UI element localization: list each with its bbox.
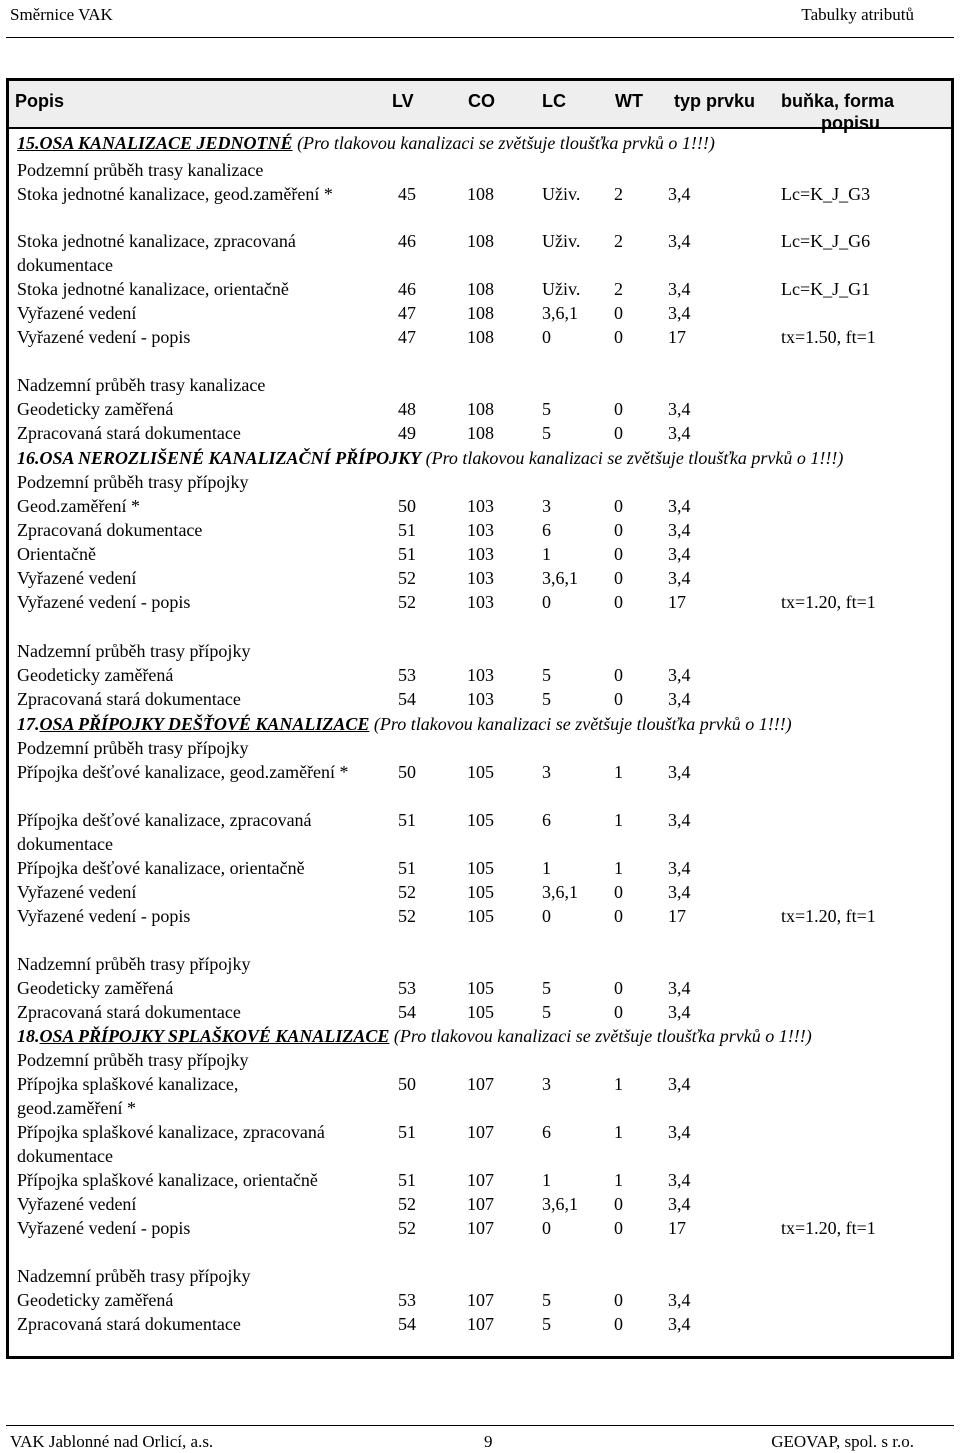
row-label: Zpracovaná dokumentace — [17, 520, 203, 540]
row-label: Geodeticky zaměřená — [17, 399, 174, 419]
row-label: Zpracovaná stará dokumentace — [17, 689, 241, 709]
row-label: Geodeticky zaměřená — [17, 978, 174, 998]
page-header — [0, 0, 960, 38]
page-number: 9 — [484, 1432, 493, 1451]
col-popis: Popis — [15, 91, 65, 111]
row-label: Zpracovaná stará dokumentace — [17, 1314, 241, 1334]
footer-company: VAK Jablonné nad Orlicí, a.s. — [10, 1432, 214, 1451]
row-label: Přípojka dešťové kanalizace, zpracovaná dokumentace — [17, 810, 312, 854]
section-note: (Pro tlakovou kanalizaci se zvětšuje tloušťka prvků o 1!!!) — [393, 1026, 812, 1046]
row-label: Zpracovaná stará dokumentace — [17, 1002, 241, 1022]
header-divider — [6, 37, 954, 38]
section-note: (Pro tlakovou kanalizaci se zvětšuje tloušťka prvků o 1!!!) — [425, 448, 844, 468]
table-header-row — [9, 81, 951, 133]
col-lv: LV — [392, 91, 414, 111]
row-label: Stoka jednotné kanalizace, orientačně — [17, 279, 289, 299]
col-co: CO — [468, 91, 495, 111]
row-label: Stoka jednotné kanalizace, geod.zaměření * — [17, 184, 333, 204]
section-title: OSA NEROZLIŠENÉ KANALIZAČNÍ PŘÍPOJKY — [39, 448, 422, 468]
row-label: Vyřazené vedení - popis — [17, 1218, 191, 1238]
col-bunka-forma: buňka, forma — [781, 91, 895, 111]
row-label: Přípojka splaškové kanalizace, geod.zaměření * — [17, 1074, 239, 1118]
footer-divider — [6, 1425, 954, 1426]
row-label: Vyřazené vedení — [17, 568, 137, 588]
header-subtitle: Tabulky atributů — [801, 5, 914, 24]
attribute-table: Popis LV CO LC WT typ prvku buňka, forma popisu 15.OSA KANALIZACE JEDNOTNÉ (Pro tlakovou kanalizaci se zvětšuje tloušťka prvků o 1!!!) Podzemní průběh trasy kanalizace Stoka jednotné kanalizace, geod.zaměření * 45 108 Uživ. 2 3,4 Lc=K_J_G3 Stoka jednotné kanalizace, zpracovaná dokumentace 46 108 Uživ. 2 3,4 Lc=K_J_G6 Stoka jednotné kanalizace, orientačně 46 108 Uživ. 2 3,4 Lc=K_J_G1 Vyřazené vedení 47 108 3,6,1 0 3,4 Vyřazené vedení - popis 47 108 0 0 17 tx=1.50, ft=1 Nadzemní průběh trasy kanalizace Geodeticky zaměřená 48 108 5 0 3,4 Zpracovaná stará dokumentace 49 108 5 0 3,4 16.OSA NEROZLIŠENÉ KANALIZAČNÍ PŘÍPOJKY (Pro tlakovou kanalizaci se zvětšuje tloušťka prvků o 1!!!) Podzemní průběh trasy přípojky Geod.zaměření * 50 103 3 0 3,4 Zpracovaná dokumentace 51 103 6 0 3,4 Orientačně 51 103 1 0 3,4 Vyřazené vedení 52 103 3,6,1 0 3,4 Vyřazené vedení - popis 52 103 0 0 17 tx=1.20, ft=1 Nadzemní průběh trasy přípojky Geodeticky zaměřená 53 103 5 0 3,4 Zpracovaná stará dokumentace 54 103 5 0 3,4 17.OSA PŘÍPOJKY DEŠŤOVÉ KANALIZACE (Pro tlakovou kanalizaci se zvětšuje tloušťka prvků o 1!!!) Podzemní průběh trasy přípojky Přípojka dešťové kanalizace, geod.zaměření * 50 105 3 1 3,4 Přípojka dešťové kanalizace, zpracovaná dokumentace 51 105 6 1 3,4 Přípojka dešťové kanalizace, orientačně 51 105 1 1 3,4 Vyřazené vedení 52 105 3,6,1 0 3,4 Vyřazené vedení - popis 52 105 0 0 17 tx=1.20, ft=1 Nadzemní průběh trasy přípojky Geodeticky zaměřená 53 105 5 0 3,4 Zpracovaná stará dokumentace 54 105 5 0 3,4 18.OSA PŘÍPOJKY SPLAŠKOVÉ KANALIZACE (Pro tlakovou kanalizaci se zvětšuje tloušťka prvků o 1!!!) Podzemní průběh trasy přípojky Přípojka splaškové kanalizace, geod.zaměření * 50 107 3 1 3,4 Přípojka splaškové kanalizace, zpracovaná dokumentace 51 107 6 1 3,4 Přípojka splaškové kanalizace, orientačně 51 107 1 1 3,4 Vyřazené vedení 52 107 3,6,1 0 3,4 Vyřazené vedení - popis 52 107 0 0 17 tx=1.20, ft=1 Nadzemní průběh trasy přípojky Geodeticky zaměřená 53 107 5 0 3,4 Zpracovaná stará dokumentace 54 107 5 0 3,4 — [6, 78, 954, 1359]
row-label: Vyřazené vedení - popis — [17, 906, 191, 926]
row-label: Přípojka splaškové kanalizace, zpracovaná dokumentace — [17, 1122, 325, 1166]
row-label: Geodeticky zaměřená — [17, 1290, 174, 1310]
row-label: Přípojka splaškové kanalizace, orientačně — [17, 1170, 318, 1190]
col-wt: WT — [615, 91, 643, 111]
row-label: Přípojka dešťové kanalizace, geod.zaměření * — [17, 762, 349, 782]
section-title: OSA PŘÍPOJKY SPLAŠKOVÉ KANALIZACE — [39, 1026, 390, 1046]
col-popisu: popisu — [821, 113, 880, 133]
section-note: (Pro tlakovou kanalizaci se zvětšuje tloušťka prvků o 1!!!) — [373, 714, 792, 734]
row-label: Orientačně — [17, 544, 96, 564]
row-label: Přípojka dešťové kanalizace, orientačně — [17, 858, 305, 878]
section-title: OSA PŘÍPOJKY DEŠŤOVÉ KANALIZACE — [39, 714, 370, 734]
row-label: Zpracovaná stará dokumentace — [17, 423, 241, 443]
section-title: OSA KANALIZACE JEDNOTNÉ — [39, 133, 293, 153]
row-label: Geodeticky zaměřená — [17, 665, 174, 685]
row-label: Geod.zaměření * — [17, 496, 140, 516]
row-label: Vyřazené vedení - popis — [17, 327, 191, 347]
row-label: Vyřazené vedení - popis — [17, 592, 191, 612]
header-title: Směrnice VAK — [10, 5, 113, 24]
row-label: Vyřazené vedení — [17, 303, 137, 323]
row-label: Vyřazené vedení — [17, 1194, 137, 1214]
row-label: Stoka jednotné kanalizace, zpracovaná dokumentace — [17, 231, 296, 275]
col-typ-prvku: typ prvku — [674, 91, 756, 111]
row-label: Vyřazené vedení — [17, 882, 137, 902]
section-note: (Pro tlakovou kanalizaci se zvětšuje tloušťka prvků o 1!!!) — [297, 133, 715, 153]
col-lc: LC — [542, 91, 566, 111]
footer-author: GEOVAP, spol. s r.o. — [771, 1432, 914, 1451]
